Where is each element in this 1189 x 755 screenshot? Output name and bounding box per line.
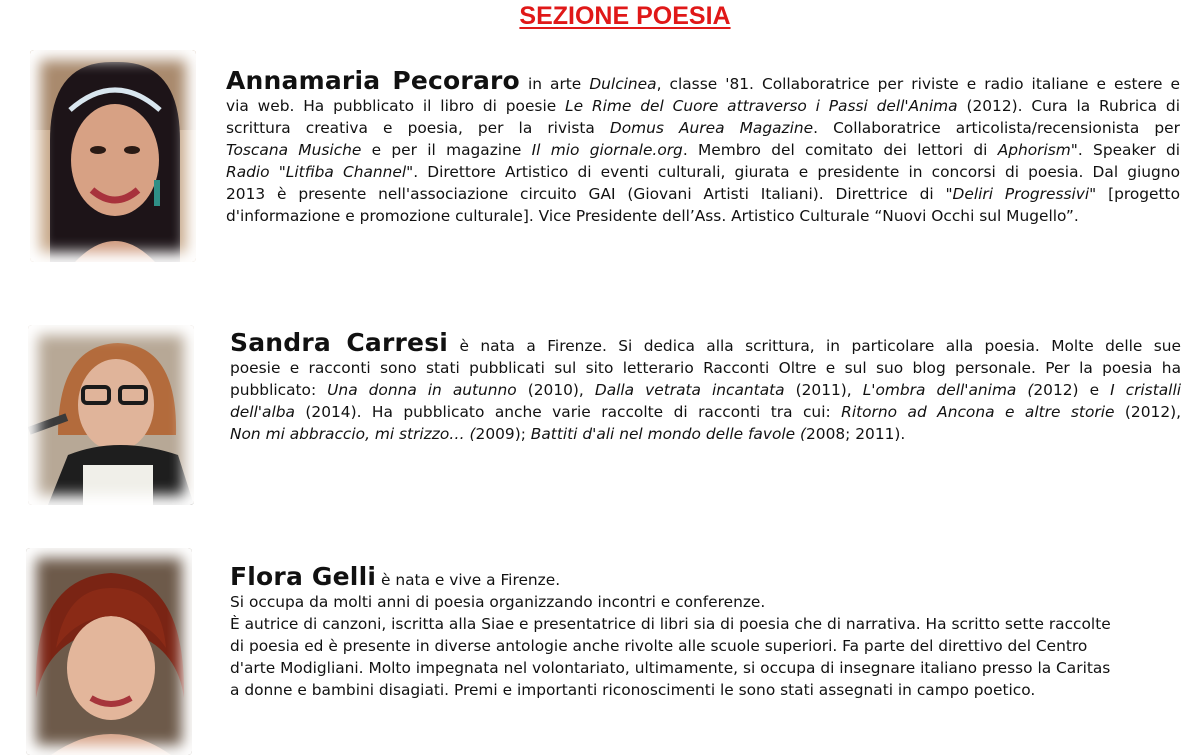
italic-text: Ritorno ad Ancona e altre storie — [841, 403, 1115, 421]
bio-line — [226, 95, 1180, 117]
bio-text: 2012) e — [1033, 381, 1111, 399]
bio-text: È autrice di canzoni, iscritta alla Siae e presentatrice di libri sia di poesia che di narrativa. Ha scritto sette raccolte — [230, 615, 1111, 633]
italic-text: Radio "Litfiba Channel" — [226, 163, 414, 181]
bio-text: (2012). Cura la Rubrica di — [957, 97, 1180, 115]
italic-text: Aphorism" — [997, 141, 1078, 159]
bio-text: Si occupa da molti anni di poesia organizzando incontri e conferenze. — [230, 593, 766, 611]
bio-text: di poesia ed è presente in diverse antologie anche rivolte alle scuole superiori. Fa parte del direttivo del Centro — [230, 637, 1088, 655]
bio-line — [230, 635, 1180, 657]
portrait-illustration — [30, 50, 196, 262]
bio-text: d'informazione e promozione culturale]. Vice Presidente dell’Ass. Artistico Culturale “Nuovi Occhi sul Mugello”. — [226, 207, 1079, 225]
italic-text: L'ombra dell'anima ( — [862, 381, 1034, 399]
bio-text: [progetto — [1096, 185, 1180, 203]
italic-text: Domus Aurea Magazine — [609, 119, 814, 137]
author-name: Flora Gelli — [230, 562, 377, 591]
bio-line — [230, 657, 1180, 679]
portrait-illustration — [28, 325, 194, 505]
italic-text: Toscana Musiche — [226, 141, 362, 159]
italic-text: Le Rime del Cuore attraverso i Passi dell'Anima — [565, 97, 958, 115]
italic-text: Dalla vetrata incantata — [594, 381, 785, 399]
bio-text: scrittura creativa e poesia, per la rivista — [226, 119, 610, 137]
bio-text: (2010), — [516, 381, 595, 399]
bio-text: 2013 è presente nell'associazione circuito GAI (Giovani Artisti Italiani). Direttrice di — [226, 185, 946, 203]
bio-line — [230, 357, 1181, 379]
bio-line — [230, 562, 1180, 591]
author-photo-flora — [26, 548, 192, 755]
bio-text: è nata e vive a Firenze. — [376, 571, 561, 589]
bio-text: è nata a Firenze. Si dedica alla scrittura, in particolare alla poesia. Molte delle sue — [448, 337, 1181, 355]
italic-text: Battiti d'ali nel mondo delle favole ( — [530, 425, 807, 443]
italic-text: Non mi abbraccio, mi strizzo… ( — [230, 425, 476, 443]
bio-text: d'arte Modigliani. Molto impegnata nel volontariato, ultimamente, si occupa di insegnare italiano presso la Caritas — [230, 659, 1111, 677]
italic-text: Dulcinea — [589, 75, 657, 93]
bio-line — [230, 679, 1180, 701]
bio-text: . Speaker di — [1077, 141, 1180, 159]
section-title: SEZIONE POESIA — [519, 2, 731, 30]
italic-text: I cristalli — [1110, 381, 1181, 399]
bio-text: (2012), — [1114, 403, 1182, 421]
bio-text: e per il magazine — [361, 141, 532, 159]
bio-text: (2014). Ha pubblicato anche varie raccolte di racconti tra cui: — [294, 403, 842, 421]
bio-text: 2008; 2011). — [806, 425, 906, 443]
italic-text: Il mio giornale.org — [531, 141, 683, 159]
bio-text: . Collaboratrice articolista/recensionista per — [813, 119, 1180, 137]
bio-line — [226, 183, 1180, 205]
author-bio-annamaria — [226, 66, 1180, 227]
bio-line — [226, 161, 1180, 183]
bio-line — [226, 66, 1180, 95]
bio-line — [230, 328, 1181, 357]
bio-text: pubblicato: — [230, 381, 328, 399]
bio-line — [230, 613, 1180, 635]
bio-text: . Membro del comitato dei lettori di — [682, 141, 998, 159]
portrait-illustration — [26, 548, 192, 755]
bio-line — [226, 117, 1180, 139]
bio-text: via web. Ha pubblicato il libro di poesie — [226, 97, 566, 115]
bio-line — [230, 591, 1180, 613]
author-name: Sandra Carresi — [230, 328, 449, 357]
bio-text: in arte — [519, 75, 590, 93]
bio-line — [230, 379, 1181, 401]
italic-text: "Deliri Progressivi" — [945, 185, 1097, 203]
bio-text: (2011), — [784, 381, 863, 399]
author-photo-annamaria — [30, 50, 196, 262]
bio-text: a donne e bambini disagiati. Premi e importanti riconoscimenti le sono stati assegnati in campo poetico. — [230, 681, 1036, 699]
bio-line — [230, 401, 1181, 423]
bio-text: poesie e racconti sono stati pubblicati sul sito letterario Racconti Oltre e sul suo blog personale. Per la poesia ha — [230, 359, 1181, 377]
italic-text: Una donna in autunno — [327, 381, 517, 399]
italic-text: dell'alba — [230, 403, 295, 421]
author-bio-flora — [230, 562, 1180, 701]
bio-line — [226, 139, 1180, 161]
bio-line — [230, 423, 1181, 445]
author-name: Annamaria Pecoraro — [226, 66, 520, 95]
bio-text: . Direttore Artistico di eventi culturali, giurata e presidente in concorsi di poesia. Dal giugno — [413, 163, 1180, 181]
author-photo-sandra — [28, 325, 194, 505]
author-bio-sandra — [230, 328, 1182, 445]
bio-line — [226, 205, 1180, 227]
bio-text: 2009); — [475, 425, 531, 443]
bio-text: , classe '81. Collaboratrice per riviste e radio italiane e estere e — [656, 75, 1180, 93]
